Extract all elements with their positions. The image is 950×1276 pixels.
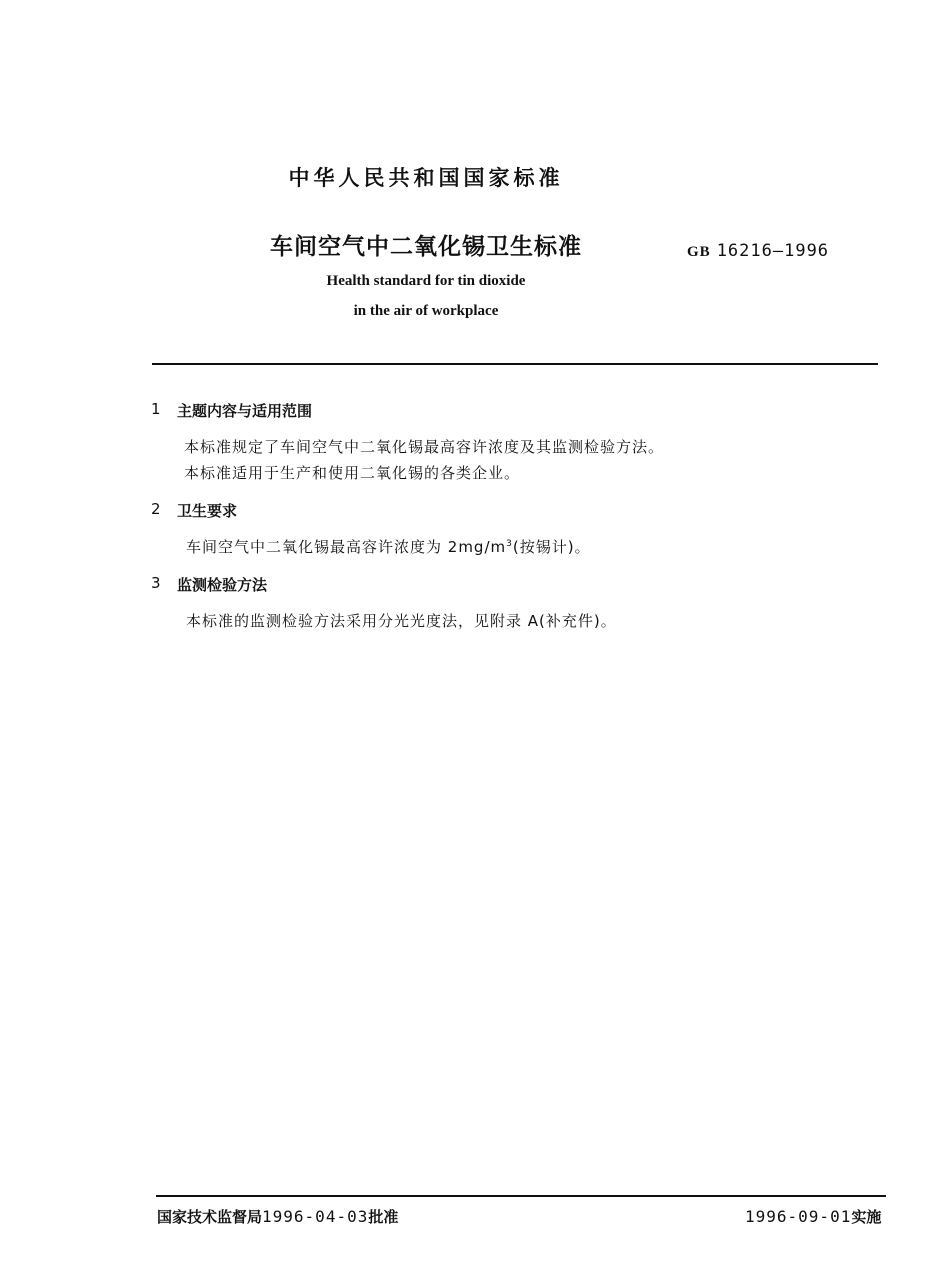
standard-code-prefix: GB <box>687 244 711 260</box>
standard-code-number: 16216—1996 <box>716 241 830 261</box>
approving-authority: 国家技术监督局 <box>157 1208 263 1226</box>
section-2-text: 车间空气中二氧化锡最高容许浓度为 2mg/m <box>186 538 507 556</box>
section-1-paragraph-1: 本标准规定了车间空气中二氧化锡最高容许浓度及其监测检验方法。 <box>184 438 665 456</box>
section-2-superscript: 3 <box>506 539 513 549</box>
header-divider <box>152 363 878 365</box>
effective-line <box>745 1206 881 1227</box>
section-1-paragraph-2: 本标准适用于生产和使用二氧化锡的各类企业。 <box>184 464 521 482</box>
section-3-paragraph: 本标准的监测检验方法采用分光光度法，见附录 A(补充件)。 <box>186 612 617 630</box>
section-2-paragraph <box>186 536 591 557</box>
section-2-number: 2 <box>151 500 161 518</box>
document-title-cn: 车间空气中二氧化锡卫生标准 <box>270 234 582 260</box>
effective-suffix: 实施 <box>851 1208 882 1226</box>
footer-divider <box>156 1195 886 1197</box>
section-2-title: 卫生要求 <box>177 502 238 520</box>
approval-date: 1996-04-03 <box>262 1207 369 1226</box>
section-3-title: 监测检验方法 <box>177 576 268 594</box>
approval-suffix: 批准 <box>368 1208 399 1226</box>
approval-line <box>157 1206 398 1227</box>
section-2-text-end: (按锡计)。 <box>512 538 591 556</box>
section-1-title: 主题内容与适用范围 <box>177 402 313 420</box>
document-title-en-line1: Health standard for tin dioxide <box>326 273 526 289</box>
effective-date: 1996-09-01 <box>745 1207 852 1226</box>
section-1-number: 1 <box>151 400 161 418</box>
national-standard-label: 中华人民共和国国家标准 <box>288 166 564 190</box>
standard-code <box>687 241 829 261</box>
document-title-en-line2: in the air of workplace <box>353 303 499 319</box>
section-3-number: 3 <box>151 574 161 592</box>
